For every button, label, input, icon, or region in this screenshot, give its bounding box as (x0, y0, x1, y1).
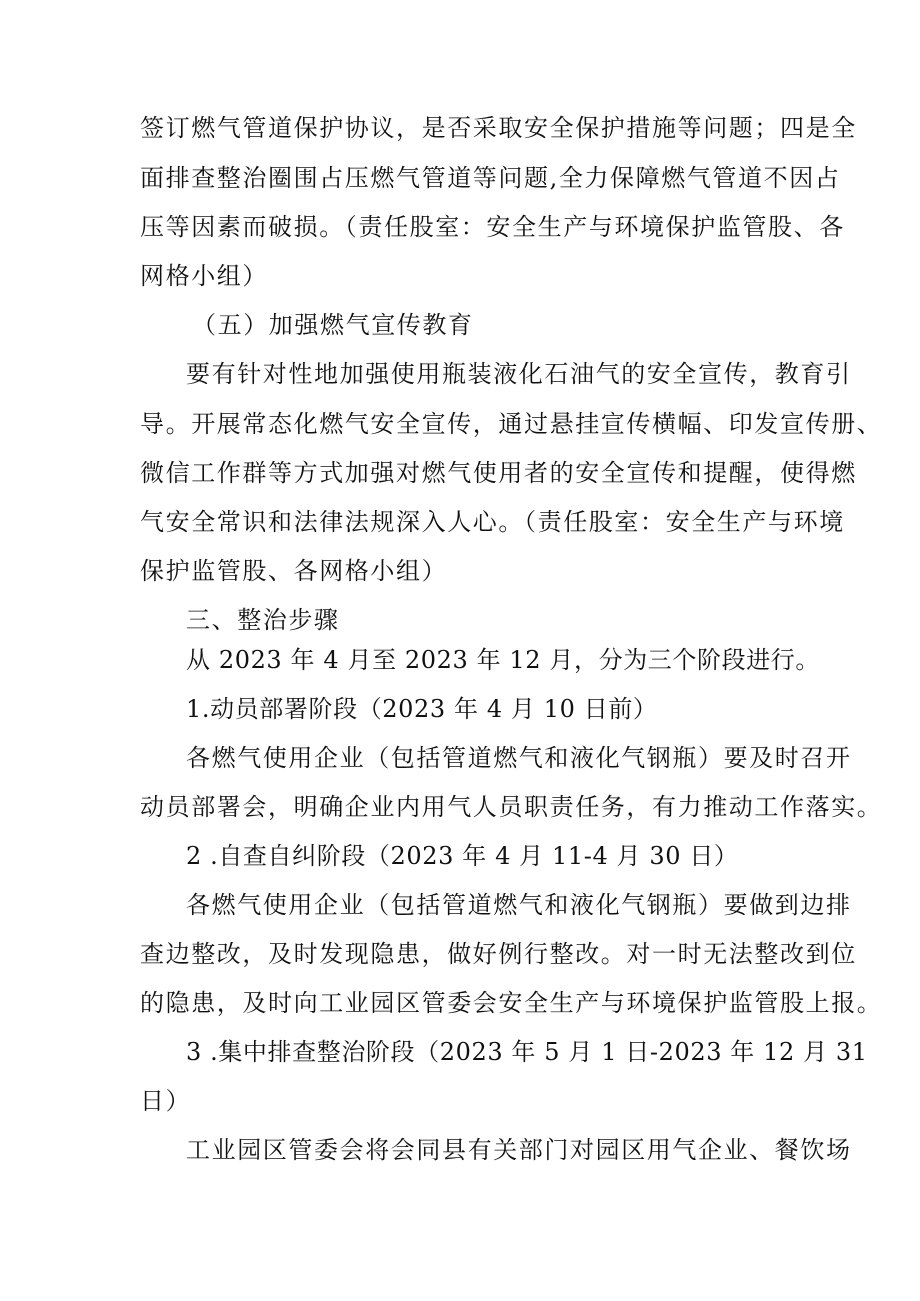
paragraph-line: 导。开展常态化燃气安全宣传，通过悬挂宣传横幅、印发宣传册、 (140, 410, 883, 438)
paragraph-line: 各燃气使用企业（包括管道燃气和液化气钢瓶）要做到边排 (186, 891, 852, 919)
paragraph-line: 保护监管股、各网格小组） (140, 557, 448, 585)
paragraph-line: 面排查整治圈围占压燃气管道等问题,全力保障燃气管道不因占 (140, 164, 841, 192)
paragraph-line: 网格小组） (140, 262, 268, 290)
paragraph-line: 气安全常识和法律法规深入人心。（责任股室：安全生产与环境 (140, 508, 845, 536)
paragraph-line: 动员部署会，明确企业内用气人员职责任务，有力推动工作落实。 (140, 793, 883, 821)
paragraph-line: 签订燃气管道保护协议，是否采取安全保护措施等问题；四是全 (140, 114, 857, 142)
section-heading: （五）加强燃气宣传教育 (192, 311, 474, 339)
paragraph-line: 压等因素而破损。（责任股室：安全生产与环境保护监管股、各 (140, 213, 845, 241)
paragraph-line: 日） (140, 1087, 192, 1115)
stage-heading: 2 .自查自纠阶段（2023 年 4 月 11-4 月 30 日） (186, 842, 739, 870)
stage-heading: 1.动员部署阶段（2023 年 4 月 10 日前） (186, 695, 658, 723)
paragraph-line: 要有针对性地加强使用瓶装液化石油气的安全宣传，教育引 (186, 360, 852, 388)
section-heading: 三、整治步骤 (186, 606, 340, 634)
paragraph-line: 查边整改，及时发现隐患，做好例行整改。对一时无法整改到位 (140, 940, 857, 968)
paragraph-line: 从 2023 年 4 月至 2023 年 12 月，分为三个阶段进行。 (186, 646, 820, 674)
paragraph-line: 微信工作群等方式加强对燃气使用者的安全宣传和提醒，使得燃 (140, 459, 857, 487)
paragraph-line: 各燃气使用企业（包括管道燃气和液化气钢瓶）要及时召开 (186, 744, 852, 772)
paragraph-line: 的隐患，及时向工业园区管委会安全生产与环境保护监管股上报。 (140, 989, 883, 1017)
paragraph-line: 工业园区管委会将会同县有关部门对园区用气企业、餐饮场 (186, 1136, 852, 1164)
stage-heading: 3 .集中排查整治阶段（2023 年 5 月 1 日-2023 年 12 月 31 (186, 1038, 868, 1066)
